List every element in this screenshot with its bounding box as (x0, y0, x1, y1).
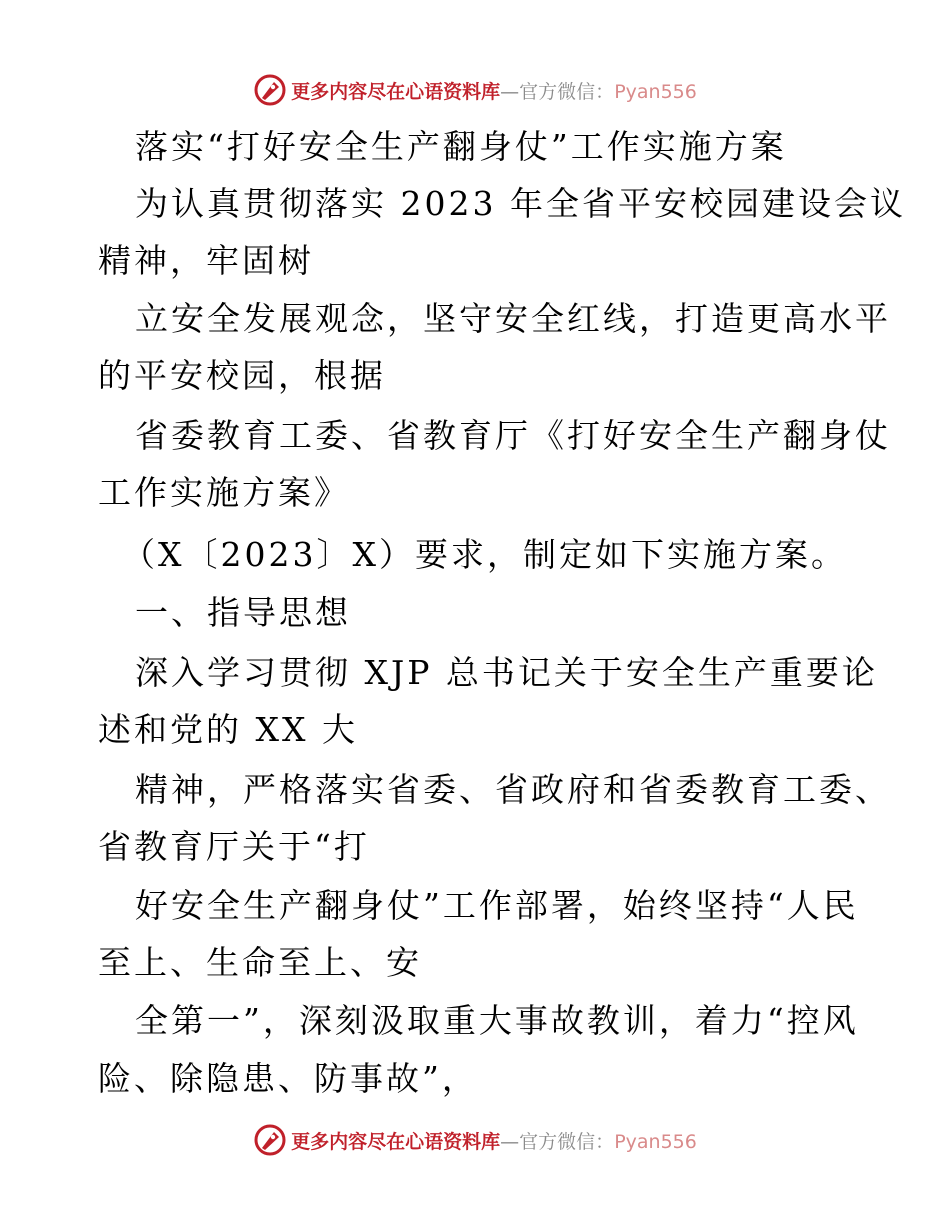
text-line: 工作实施方案》 (98, 473, 350, 512)
watermark-text (291, 1127, 697, 1154)
text-line: 好安全生产翻身仗”工作部署，始终坚持“人民 (135, 886, 859, 925)
text-line: 精神，严格落实省委、省政府和省委教育工委、 (135, 770, 891, 809)
section-heading: 一、指导思想 (135, 593, 351, 632)
pen-nib-logo-icon (253, 1123, 287, 1157)
watermark-id: Pyan556 (614, 80, 697, 103)
text-line: 立安全发展观念，坚守安全红线，打造更高水平 (135, 299, 891, 338)
text-line: 的平安校园，根据 (98, 356, 386, 395)
text-line: 精神，牢固树 (98, 241, 314, 280)
watermark-brand: 更多内容尽在心语资料库 (291, 80, 501, 103)
watermark-brand: 更多内容尽在心语资料库 (291, 1130, 501, 1153)
text-line: 为认真贯彻落实 2023 年全省平安校园建设会议 (135, 184, 906, 223)
text-line: 省教育厅关于“打 (98, 827, 370, 866)
watermark-id: Pyan556 (614, 1130, 697, 1153)
text-line: 险、除隐患、防事故”， (98, 1059, 478, 1098)
watermark-footer (0, 1120, 950, 1160)
watermark-label: —官方微信： (500, 1130, 615, 1153)
document-title: 落实“打好安全生产翻身仗”工作实施方案 (135, 127, 787, 166)
text-line: 述和党的 XX 大 (98, 710, 358, 749)
text-line: 省委教育工委、省教育厅《打好安全生产翻身仗 (135, 416, 891, 455)
text-line: 全第一”，深刻汲取重大事故教训，着力“控风 (135, 1001, 859, 1040)
text-line: 至上、生命至上、安 (98, 943, 422, 982)
watermark-label: —官方微信： (500, 80, 615, 103)
text-line: （X〔2023〕X）要求，制定如下实施方案。 (122, 535, 847, 574)
text-line: 深入学习贯彻 XJP 总书记关于安全生产重要论 (135, 653, 878, 692)
